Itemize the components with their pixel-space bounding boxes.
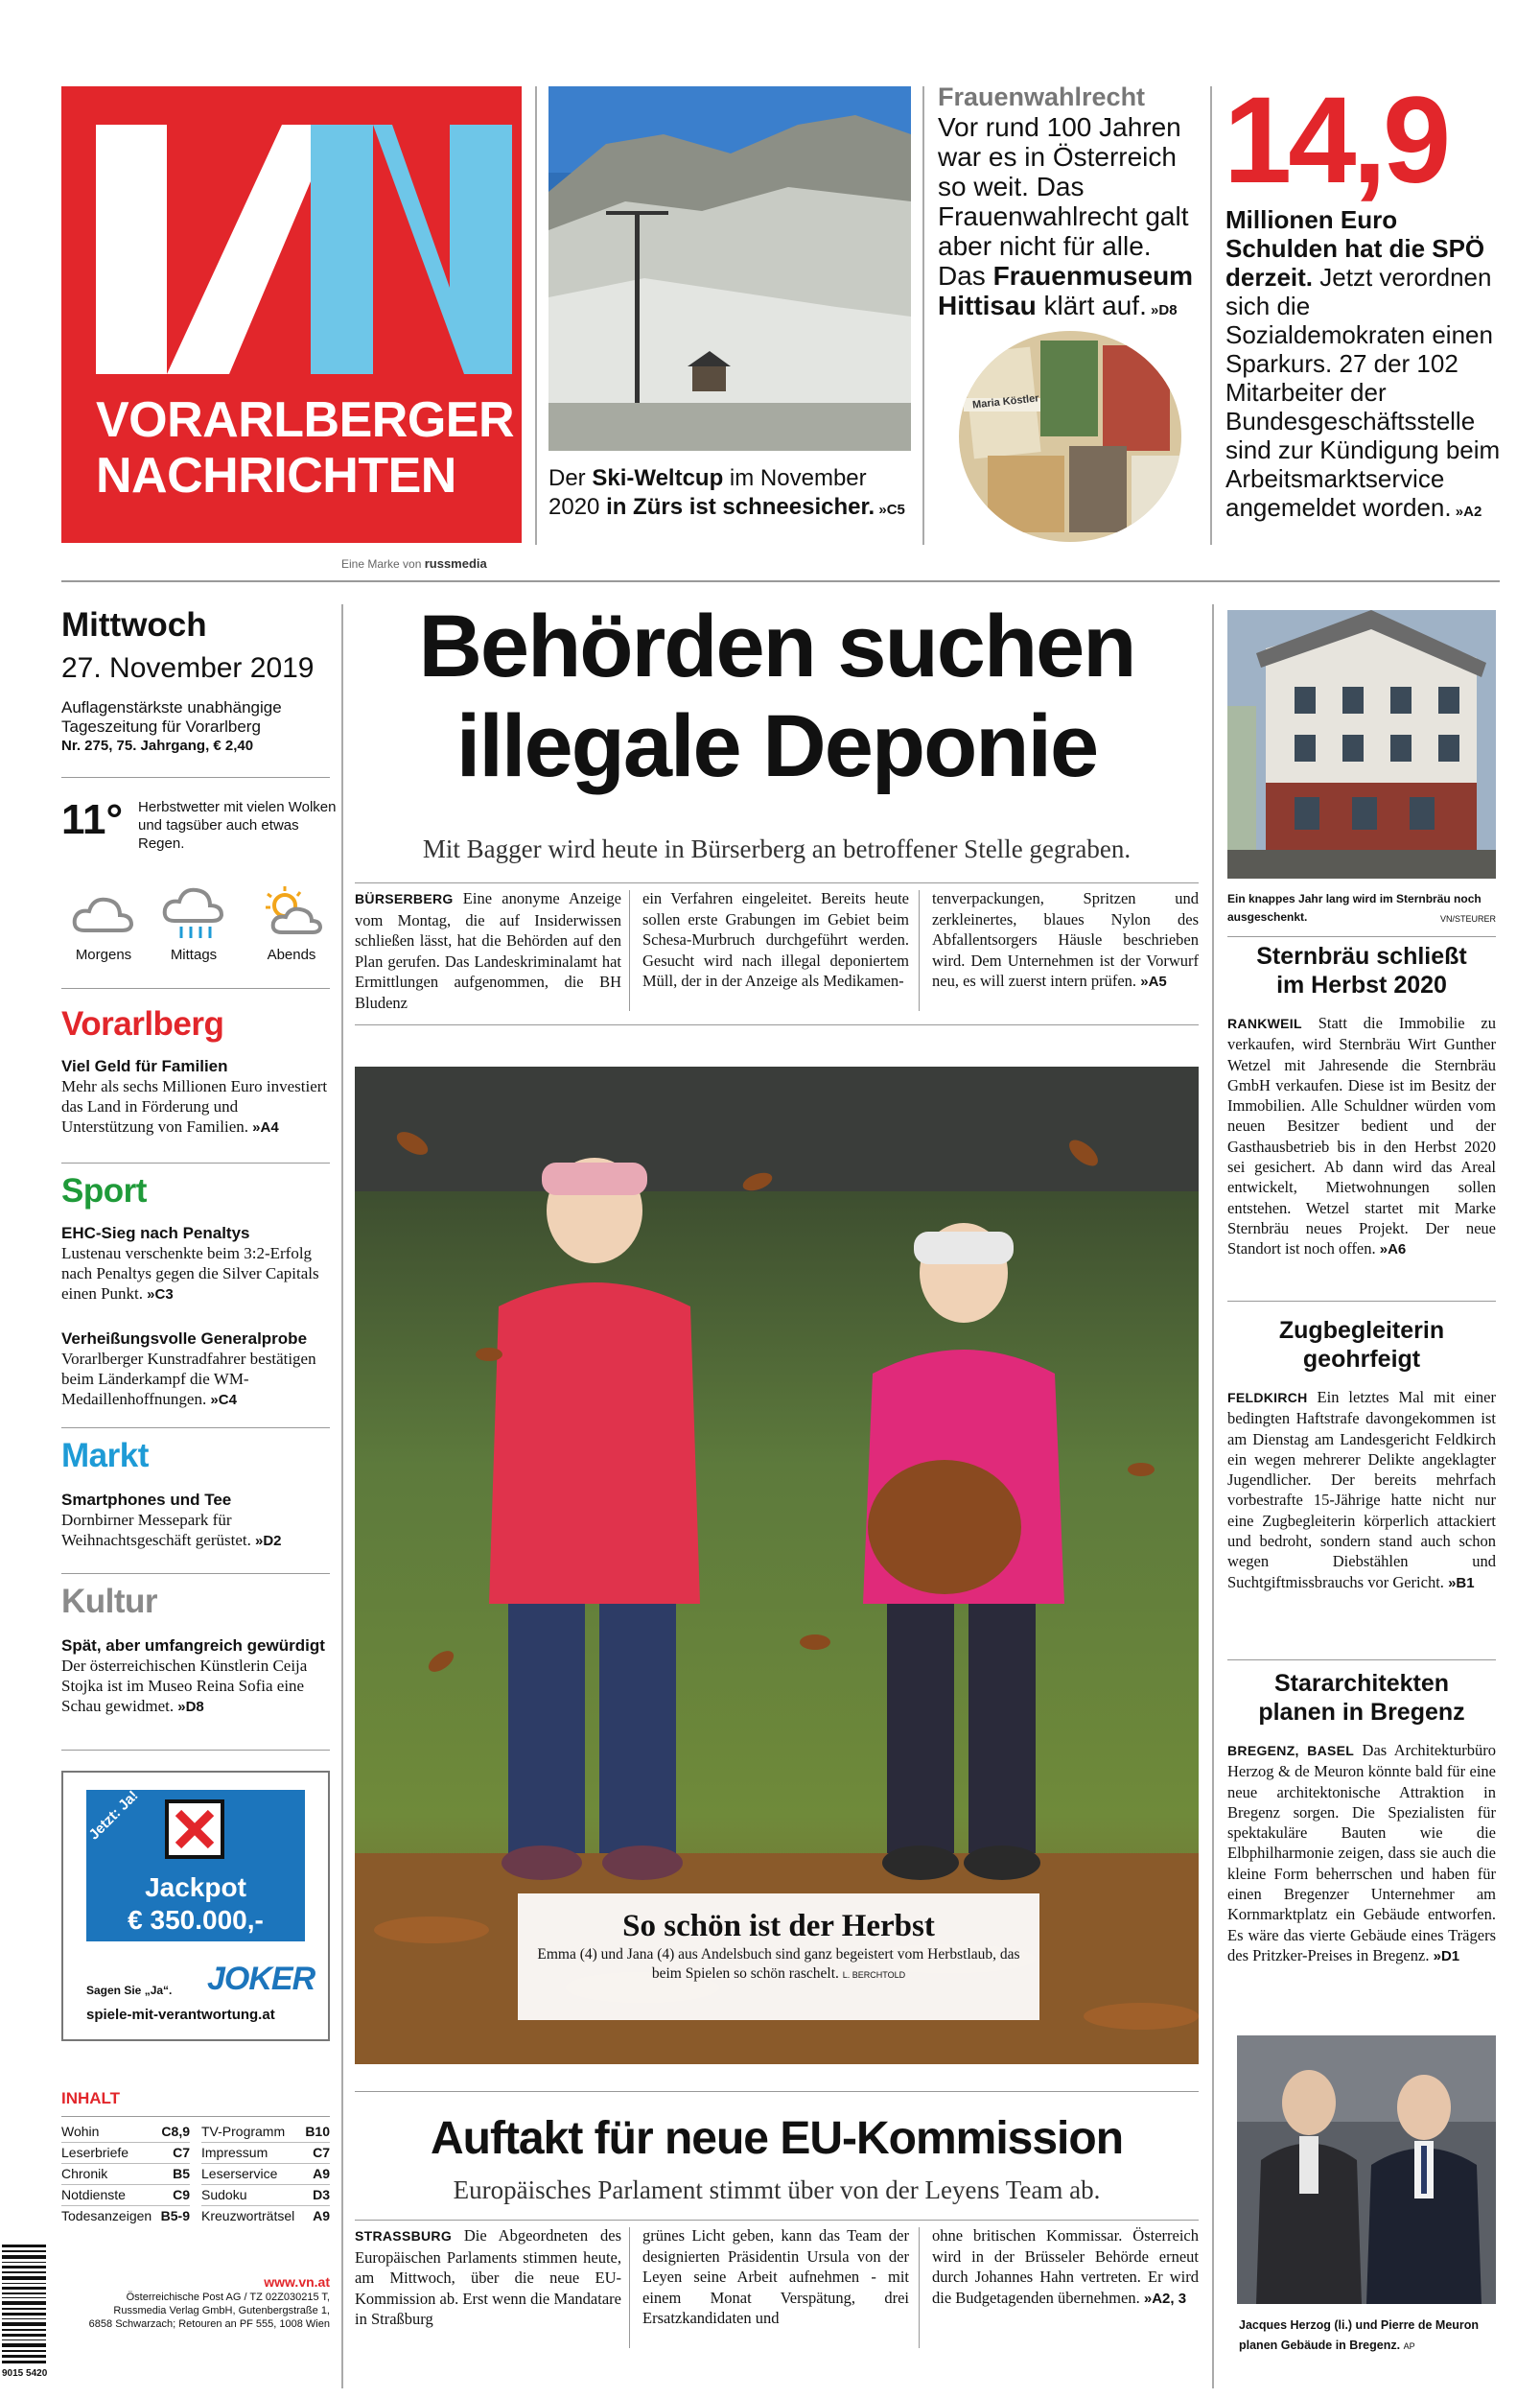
divider: [1210, 86, 1212, 545]
divider: [1227, 936, 1496, 937]
divider: [919, 2227, 920, 2348]
contents-row[interactable]: [201, 2164, 330, 2185]
eu-dateline: STRASSBURG: [355, 2228, 453, 2244]
ski-teaser-mid: im November 2020: [548, 465, 867, 520]
contents-label: Sudoku: [201, 2187, 247, 2202]
contents-row[interactable]: [61, 2143, 190, 2164]
s3-headline[interactable]: [1227, 1669, 1496, 1727]
spoe-bold: Millionen Euro Schulden hat die SPÖ derzeit.: [1225, 205, 1485, 292]
s1-ref: »A6: [1375, 1241, 1407, 1258]
lead-headline-1: Behörden suchen: [418, 598, 1135, 695]
s1-headline[interactable]: [1227, 942, 1496, 999]
eu-col-3-text: ohne britischen Kommissar. Österreich wird in der Brüsseler Behörde erneut durch Johannes Hahn vertreten. Er wird die Budgetagenden übernehmen.: [932, 2226, 1199, 2307]
s1-text: Statt die Immobilie zu verkaufen, wird Sternbräu Wirt Gunther Wetzel mit Jahresende die Sternbräu GmbH verkaufen. Diese ist im Besitz der Immobilien. Alle Schuldner würden vom neuen Besitzer bedient und der Gasthausbetrieb bis in den Herbst 2020 sei gesichert. Ab dann wird das Areal entwickelt, Mietwohnungen sollen entstehen. Wetzel startet mit Marke Sternbräu neues Projekt. Der neue Standort ist noch offen.: [1227, 1014, 1496, 1258]
s1-headline-1: Sternbräu schließt: [1256, 943, 1467, 970]
s3-ref: »D1: [1429, 1947, 1460, 1964]
sport-item-2-body-wrap: [61, 1349, 332, 1410]
frauen-bold: Frauenmuseum Hittisau: [938, 261, 1194, 320]
frauen-photo: [959, 331, 1181, 542]
s1-body: [1227, 1013, 1496, 1260]
spoe-number: 14,9: [1224, 72, 1448, 209]
tagline-1: Auflagenstärkste unabhängige: [61, 698, 282, 717]
sport-item-2[interactable]: [61, 1329, 332, 1410]
barcode: [2, 2245, 46, 2388]
weekday: Mittwoch: [61, 606, 207, 644]
russmedia-logo: russmedia: [424, 556, 487, 571]
sport-item-1-body-wrap: [61, 1243, 332, 1305]
contents-row[interactable]: [61, 2206, 190, 2226]
section-vorarlberg[interactable]: Vorarlberg: [61, 1005, 224, 1043]
contents-row[interactable]: [61, 2185, 190, 2206]
architects-photo: [1237, 2035, 1496, 2304]
contents-page: B10: [305, 2124, 330, 2139]
vorarlberg-item-body: Mehr als sechs Millionen Euro investiert das Land in Förderung und Unterstützung von Familien.: [61, 1077, 328, 1136]
contents-label: Impressum: [201, 2145, 268, 2160]
joker-ad[interactable]: [61, 1771, 330, 2041]
ski-photo: [548, 86, 911, 451]
top-rule: [61, 580, 1500, 582]
s2-headline-1: Zugbegleiterin: [1278, 1317, 1445, 1344]
divider: [61, 2116, 330, 2117]
herbst-caption-box: [518, 1893, 1039, 2020]
eu-col-1: [355, 2225, 621, 2330]
contents-row[interactable]: [61, 2122, 190, 2143]
weather-temp: 11°: [61, 796, 124, 843]
s3-headline-2: planen in Bregenz: [1258, 1699, 1465, 1726]
contents-page: A9: [313, 2166, 330, 2181]
poster-label: Maria Köstler: [971, 392, 1040, 411]
ski-teaser[interactable]: [548, 464, 913, 525]
architects-credit: AP: [1403, 2341, 1415, 2351]
tagline-2: Tageszeitung für Vorarlberg: [61, 717, 261, 736]
contents-page: C7: [173, 2145, 190, 2160]
lead-col-1: [355, 888, 621, 1013]
contents-row[interactable]: [201, 2206, 330, 2226]
contents-label: Wohin: [61, 2124, 100, 2139]
spoe-ref: »A2: [1451, 504, 1482, 520]
imprint: [58, 2273, 330, 2331]
contents-page: D3: [313, 2187, 330, 2202]
weather-label-mittags: Mittags: [170, 947, 218, 963]
joker-say: Sagen Sie „Ja“.: [86, 1984, 173, 1997]
divider: [629, 890, 630, 1011]
frauen-teaser[interactable]: [938, 82, 1195, 325]
contents-label: TV-Programm: [201, 2124, 286, 2139]
s2-dateline: FELDKIRCH: [1227, 1390, 1308, 1405]
lead-subhead: Mit Bagger wird heute in Bürserberg an betroffener Stelle gegraben.: [422, 835, 1132, 863]
markt-item-body: Dornbirner Messepark für Weihnachtsgeschäft gerüstet.: [61, 1511, 251, 1549]
date: 27. November 2019: [61, 652, 315, 684]
markt-item-body-wrap: [61, 1510, 332, 1551]
contents-label: Leserservice: [201, 2166, 278, 2181]
section-kultur[interactable]: Kultur: [61, 1583, 158, 1620]
herbst-caption: [529, 1945, 1028, 1985]
joker-url: spiele-mit-verantwortung.at: [86, 2007, 275, 2023]
s2-body: [1227, 1387, 1496, 1593]
brand-note: [341, 556, 487, 571]
divider: [355, 1024, 1199, 1025]
contents-left: [61, 2122, 190, 2226]
masthead-name-line1: VORARLBERGER: [96, 392, 515, 448]
contents-label: Todesanzeigen: [61, 2208, 152, 2223]
s1-headline-2: im Herbst 2020: [1276, 972, 1447, 999]
vorarlberg-item-head: Viel Geld für Familien: [61, 1057, 228, 1075]
ski-teaser-ref: »C5: [875, 502, 905, 518]
divider: [355, 882, 1199, 883]
divider: [355, 2091, 1199, 2092]
s3-dateline: BREGENZ, BASEL: [1227, 1743, 1355, 1758]
frauen-kicker: Frauenwahlrecht: [938, 82, 1146, 111]
divider: [61, 988, 330, 989]
divider: [61, 777, 330, 778]
lead-ref: »A5: [1136, 974, 1167, 990]
kultur-item-ref: »D8: [174, 1699, 204, 1715]
contents-page: B5: [173, 2166, 190, 2181]
contents-right: [201, 2122, 330, 2226]
divider: [1212, 604, 1214, 2388]
vorarlberg-item[interactable]: [61, 1057, 332, 1138]
imprint-line2: Russmedia Verlag GmbH, Gutenbergstraße 1,: [113, 2305, 330, 2316]
herbst-title: So schön ist der Herbst: [622, 1909, 935, 1943]
weather-label-abends: Abends: [267, 947, 316, 963]
markt-item-head: Smartphones und Tee: [61, 1491, 232, 1509]
markt-item-ref: »D2: [250, 1533, 282, 1549]
sport-item-1-body: Lustenau verschenkte beim 3:2-Erfolg nach Penaltys gegen die Silver Capitals einen Punkt.: [61, 1244, 319, 1303]
sport-item-1[interactable]: [61, 1224, 332, 1305]
logo-block[interactable]: [61, 86, 522, 543]
divider: [1227, 1301, 1496, 1302]
markt-item[interactable]: [61, 1491, 332, 1551]
s1-dateline: RANKWEIL: [1227, 1016, 1302, 1031]
divider: [535, 86, 537, 545]
divider: [61, 1427, 330, 1428]
section-markt[interactable]: Markt: [61, 1437, 149, 1474]
joker-jackpot: Jackpot: [145, 1872, 246, 1902]
checkbox-x-icon: [165, 1799, 224, 1859]
lead-col-2: ein Verfahren eingeleitet. Bereits heute sollen erste Grabungen im Gebiet beim Schesa-Murbruch durchgeführt werden. Gesucht wird nach illegal deponiertem Müll, der in der Anzeige als Medikamen-: [642, 889, 909, 990]
frauen-text: Vor rund 100 Jahren war es in Österreich so weit. Das Frauenwahlrecht galt aber nicht für alle. Das: [938, 112, 1189, 291]
joker-logo: JOKER: [207, 1961, 315, 1997]
vorarlberg-item-ref: »A4: [248, 1119, 279, 1136]
spoe-teaser[interactable]: [1225, 205, 1504, 527]
sport-item-1-ref: »C3: [143, 1286, 174, 1303]
ski-teaser-pre: Der: [548, 465, 593, 491]
divider: [1227, 1659, 1496, 1660]
eu-col-1-text: Die Abgeordneten des Europäischen Parlaments stimmen heute, am Mittwoch, über die neue EU-Kommission ab. Erst wenn die Mandatare in Straßburg: [355, 2226, 621, 2328]
contents-label: Kreuzworträtsel: [201, 2208, 295, 2223]
sternbraeu-photo-caption: [1227, 890, 1496, 929]
weather-abends: [251, 884, 332, 963]
s3-text: Das Architekturbüro Herzog & de Meuron könnte bald für eine neue architektonische Attraktion in Bregenz sorgen. Die Spezialisten für spektakuläre Bauten wie die Elbphilharmonie zeigen, dass sie auch die kleine Form beherrschen und haben für einen Bregenzer Unternehmer am Kornmarktplatz ein Gebäude entworfen. Es wäre das vierte Gebäude eines Trägers des Pritzker-Preises in Bregenz.: [1227, 1741, 1496, 1964]
sport-item-2-head: Verheißungsvolle Generalprobe: [61, 1329, 308, 1348]
contents-page: C7: [313, 2145, 330, 2160]
herbst-caption-text: Emma (4) und Jana (4) aus Andelsbuch sind ganz begeistert vom Herbstlaub, das beim Spielen so schön raschelt.: [537, 1946, 1020, 1982]
sternbraeu-photo-caption-text: Ein knappes Jahr lang wird im Sternbräu noch ausgeschenkt.: [1227, 892, 1482, 924]
weather-text: Herbstwetter mit vielen Wolken und tagsüber auch etwas Regen.: [138, 799, 337, 852]
sport-item-1-head: EHC-Sieg nach Penaltys: [61, 1224, 250, 1242]
brand-note-text: Eine Marke von: [341, 557, 422, 571]
cloud-icon: [70, 884, 137, 942]
divider: [61, 1573, 330, 1574]
lead-headline-2: illegale Deponie: [455, 697, 1098, 795]
contents-row[interactable]: [61, 2164, 190, 2185]
s2-text: Ein letztes Mal mit einer bedingten Haftstrafe davongekommen ist am Dienstag am Landesgericht Feldkirch ein wegen mehrerer Delikte angeklagter Jugendlicher. Der bereits mehrfach vorbestrafte 15-Jährige hatte nicht nur eine Zugbegleiterin körperlich attackiert und bedroht, sondern stand auch schon wegen Diebstählen und Suchtgiftmissbrauchs vor Gericht.: [1227, 1388, 1496, 1591]
kultur-item-head: Spät, aber umfangreich gewürdigt: [61, 1636, 325, 1655]
vorarlberg-item-body-wrap: [61, 1076, 332, 1138]
lead-col-3-text: tenverpackungen, Spritzen und zerkleinertes, blaues Nylon des Abfallentsorgers Häusle beschrieben wird. Dem Unternehmen ist der Vorwurf neu, es will zuerst intern prüfen.: [932, 889, 1199, 990]
issue: Nr. 275, 75. Jahrgang, € 2,40: [61, 738, 254, 754]
imprint-url[interactable]: www.vn.at: [264, 2274, 330, 2290]
s2-ref: »B1: [1443, 1574, 1475, 1591]
kultur-item-body: Der österreichischen Künstlerin Ceija Stojka ist im Museo Reina Sofia eine Schau gewidmet.: [61, 1657, 308, 1715]
eu-subhead: Europäisches Parlament stimmt über von der Leyens Team ab.: [453, 2175, 1101, 2204]
eu-col-3: [932, 2225, 1199, 2309]
joker-badge: Jetzt: Ja!: [85, 1787, 142, 1844]
contents-page: C8,9: [161, 2124, 190, 2139]
tagline: [61, 698, 282, 756]
kultur-item[interactable]: [61, 1636, 332, 1717]
lead-headline[interactable]: [355, 597, 1199, 796]
sport-item-2-body: Vorarlberger Kunstradfahrer bestätigen beim Länderkampf die WM-Medaillenhoffnungen.: [61, 1350, 316, 1408]
contents-page: B5-9: [160, 2208, 190, 2223]
contents-row[interactable]: [201, 2122, 330, 2143]
kultur-item-body-wrap: [61, 1656, 332, 1717]
frauen-ref: »D8: [1146, 302, 1178, 318]
contents-page: A9: [313, 2208, 330, 2223]
divider: [629, 2227, 630, 2348]
architects-caption-text: Jacques Herzog (li.) und Pierre de Meuron planen Gebäude in Bregenz.: [1239, 2318, 1480, 2352]
eu-headline[interactable]: Auftakt für neue EU-Kommission: [430, 2113, 1124, 2164]
contents-row[interactable]: [201, 2185, 330, 2206]
divider: [919, 890, 920, 1011]
contents-label: Notdienste: [61, 2187, 126, 2202]
weather-mittags: [153, 884, 234, 963]
contents-row[interactable]: [201, 2143, 330, 2164]
weather-morgens: [63, 884, 144, 963]
eu-ref: »A2, 3: [1139, 2290, 1187, 2307]
contents-label: Chronik: [61, 2166, 108, 2181]
contents-title: INHALT: [61, 2089, 121, 2107]
s3-headline-1: Stararchitekten: [1273, 1670, 1450, 1697]
lead-col-3: [932, 888, 1199, 993]
lead-dateline: BÜRSERBERG: [355, 891, 454, 906]
divider: [922, 86, 924, 545]
lead-col-1-text: Eine anonyme Anzeige vom Montag, die auf Insiderwissen schließen lässt, hat die Behörden auf den Plan gerufen. Das Landeskriminalamt hat Ermittlungen aufgenommen, die BH Bludenz: [355, 889, 621, 1012]
rain-cloud-icon: [160, 884, 227, 942]
eu-col-2: grünes Licht geben, kann das Team der designierten Präsidentin Ursula von der Leyen seine Arbeit aufnehmen - mit einem Monat Verspätung, drei Ersatzkandidaten und: [642, 2226, 909, 2327]
architects-caption: [1239, 2316, 1498, 2357]
s2-headline[interactable]: [1227, 1316, 1496, 1374]
s3-body: [1227, 1740, 1496, 1966]
sternbraeu-photo-credit: VN/STEURER: [1439, 914, 1496, 924]
contents-page: C9: [173, 2187, 190, 2202]
herbst-credit: L. BERCHTOLD: [842, 1970, 906, 1980]
sport-item-2-ref: »C4: [206, 1392, 237, 1408]
s2-headline-2: geohrfeigt: [1302, 1346, 1421, 1373]
divider: [341, 604, 343, 2388]
imprint-line1: Österreichische Post AG / TZ 02Z030215 T,: [126, 2292, 330, 2303]
sun-cloud-icon: [258, 884, 325, 942]
sternbraeu-photo: [1227, 610, 1496, 879]
joker-amount: € 350.000,-: [128, 1905, 264, 1935]
imprint-line3: 6858 Schwarzach; Retouren an PF 555, 1008 Wien: [88, 2318, 330, 2330]
ski-teaser-bold1: Ski-Weltcup: [592, 465, 724, 491]
divider: [61, 1750, 330, 1751]
frauen-end: klärt auf.: [1036, 291, 1147, 320]
weather-label-morgens: Morgens: [75, 947, 132, 963]
masthead-name-line2: NACHRICHTEN: [96, 448, 456, 504]
ski-teaser-bold2: in Zürs ist schneesicher.: [606, 494, 875, 520]
divider: [61, 1163, 330, 1164]
spoe-text: Jetzt verordnen sich die Sozialdemokraten einen Sparkurs. 27 der 102 Mitarbeiter der Bundesgeschäftsstelle sind zur Kündigung beim Arbeitsmarktservice angemeldet worden.: [1225, 263, 1501, 522]
contents-label: Leserbriefe: [61, 2145, 129, 2160]
barcode-number: 9015 5420: [2, 2368, 48, 2379]
divider: [355, 2220, 1199, 2221]
section-sport[interactable]: Sport: [61, 1172, 147, 1210]
